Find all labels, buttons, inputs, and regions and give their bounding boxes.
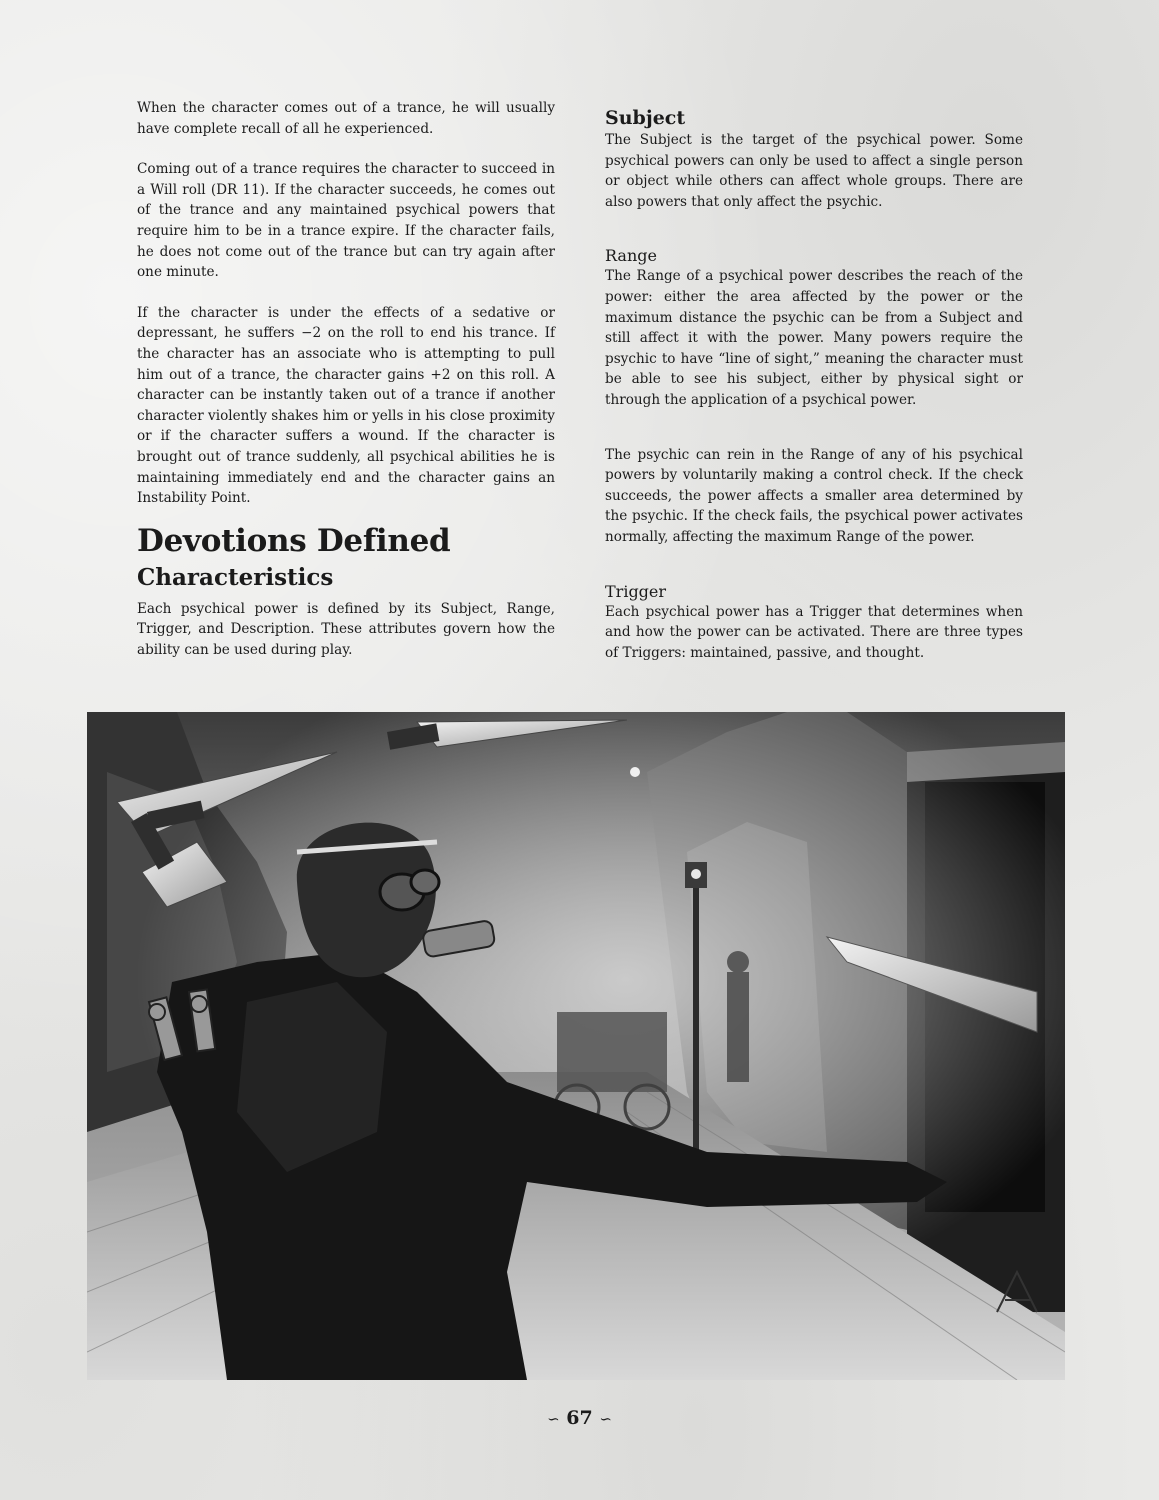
page-number xyxy=(0,1407,1159,1429)
sedative-paragraph: If the character is under the effects of a sedative or depressant, he suffers −2 on the roll to end his trance. If the character has an associate who is attempting to pull him out of a trance, the character gains +2 on this roll. A character can be instantly taken out of a trance if another character violently shakes him or yells in his close proximity or if the character suffers a wound. If the character is brought out of trance suddenly, all psychical abilities he is maintaining immediately end and the character gains an Instability Point. xyxy=(137,304,555,507)
street-scene-illustration xyxy=(87,712,1065,1380)
subject-paragraph: The Subject is the target of the psychical power. Some psychical powers can only be used to affect a single person or object while others can affect whole groups. There are also powers that only affect the psychic. xyxy=(605,132,1023,210)
range-heading: Range xyxy=(605,246,657,266)
illustration xyxy=(87,712,1065,1380)
right-column xyxy=(605,98,1023,683)
left-column xyxy=(137,98,555,680)
subject-heading: Subject xyxy=(605,107,686,129)
characteristics-paragraph: Each psychical power is defined by its Subject, Range, Trigger, and Description. These attributes govern how the ability can be used during play. xyxy=(137,600,555,658)
page-number-value: 67 xyxy=(566,1407,593,1429)
range-control-paragraph: The psychic can rein in the Range of any of his psychical powers by voluntarily making a control check. If the check succeeds, the power affects a smaller area determined by the psychic. If the check fails, the psychical power activates normally, affecting the maximum Range of the power. xyxy=(605,446,1023,545)
ornament-right: ∽ xyxy=(599,1410,612,1428)
trance-recall-paragraph: When the character comes out of a trance, he will usually have complete recall of all he experienced. xyxy=(137,100,555,137)
range-paragraph: The Range of a psychical power describes the reach of the power: either the area affected by the power or the maximum distance the psychic can be from a Subject and still affect it with the power. Many powers require the psychic to have “line of sight,” meaning the character must be able to see his subject, either by physical sight or through the application of a psychical power. xyxy=(605,268,1023,408)
trigger-heading: Trigger xyxy=(605,581,667,601)
trigger-paragraph: Each psychical power has a Trigger that determines when and how the power can be activated. There are three types of Triggers: maintained, passive, and thought. xyxy=(605,603,1023,661)
section-heading: Devotions Defined xyxy=(137,522,451,559)
coming-out-of-trance-paragraph: Coming out of a trance requires the character to succeed in a Will roll (DR 11). If the character succeeds, he comes out of the trance and any maintained psychical powers that require him to be in a trance expire. If the character fails, he does not come out of the trance but can try again after one minute. xyxy=(137,161,555,281)
section-subheading: Characteristics xyxy=(137,563,334,591)
ornament-left: ∽ xyxy=(547,1410,560,1428)
